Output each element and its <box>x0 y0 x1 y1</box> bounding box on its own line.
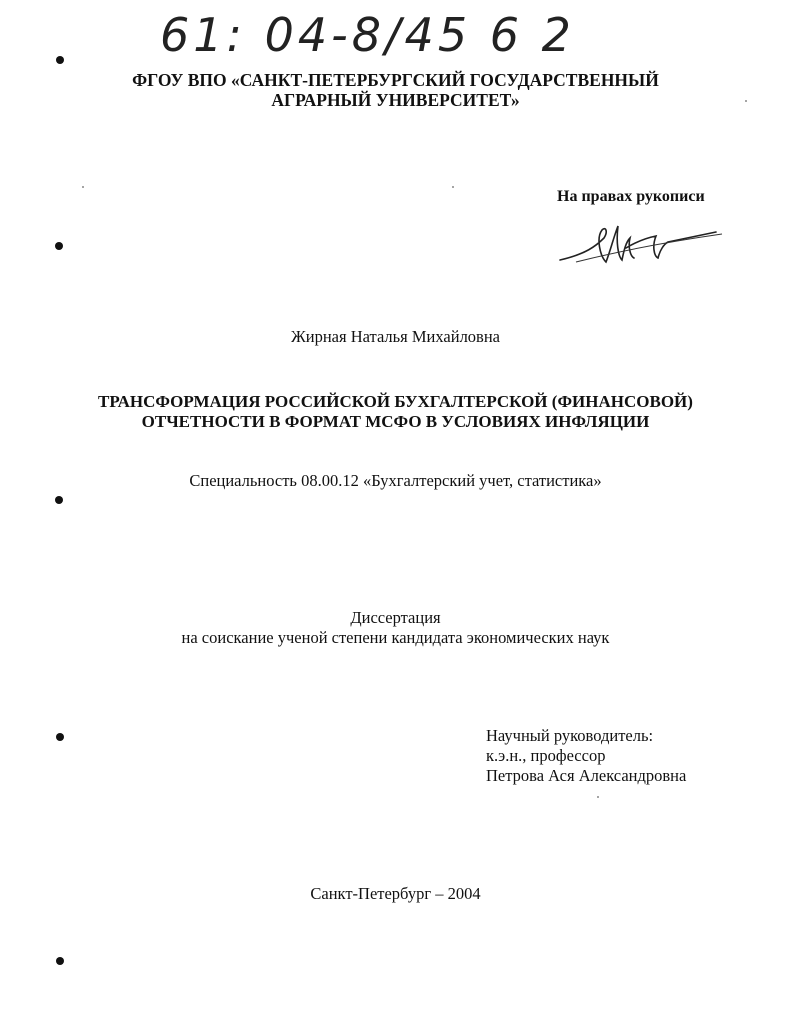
institution-name <box>0 70 791 110</box>
binding-hole-mark <box>56 733 64 741</box>
scan-speck <box>452 186 454 188</box>
supervisor-name: Петрова Ася Александровна <box>486 766 687 785</box>
dissertation-type <box>0 608 791 648</box>
manuscript-note: На правах рукописи <box>557 188 705 205</box>
signature <box>556 212 726 272</box>
binding-hole-mark <box>56 56 64 64</box>
binding-hole-mark <box>56 957 64 965</box>
dissertation-line-1: Диссертация <box>350 608 441 627</box>
institution-line-2: АГРАРНЫЙ УНИВЕРСИТЕТ» <box>271 90 520 110</box>
institution-line-1: ФГОУ ВПО «САНКТ-ПЕТЕРБУРГСКИЙ ГОСУДАРСТВЕННЫЙ <box>132 70 659 90</box>
supervisor-label: Научный руководитель: <box>486 726 654 745</box>
supervisor-degree: к.э.н., профессор <box>486 746 606 765</box>
title-line-2: ОТЧЕТНОСТИ В ФОРМАТ МСФО В УСЛОВИЯХ ИНФЛЯЦИИ <box>141 412 650 431</box>
title-line-1: ТРАНСФОРМАЦИЯ РОССИЙСКОЙ БУХГАЛТЕРСКОЙ (ФИНАНСОВОЙ) <box>98 392 693 411</box>
specialty: Специальность 08.00.12 «Бухгалтерский учет, статистика» <box>189 471 602 490</box>
binding-hole-mark <box>55 242 63 250</box>
city-year: Санкт-Петербург – 2004 <box>310 884 481 903</box>
scan-speck <box>745 100 747 102</box>
scan-speck <box>82 186 84 188</box>
binding-hole-mark <box>55 496 63 504</box>
dissertation-title <box>0 392 791 432</box>
dissertation-line-2: на соискание ученой степени кандидата экономических наук <box>181 628 610 647</box>
supervisor-block <box>486 726 686 786</box>
handwritten-call-number: 61: 04-8/45 6 2 <box>160 8 575 62</box>
scan-speck <box>597 796 599 798</box>
author-name: Жирная Наталья Михайловна <box>290 327 500 346</box>
